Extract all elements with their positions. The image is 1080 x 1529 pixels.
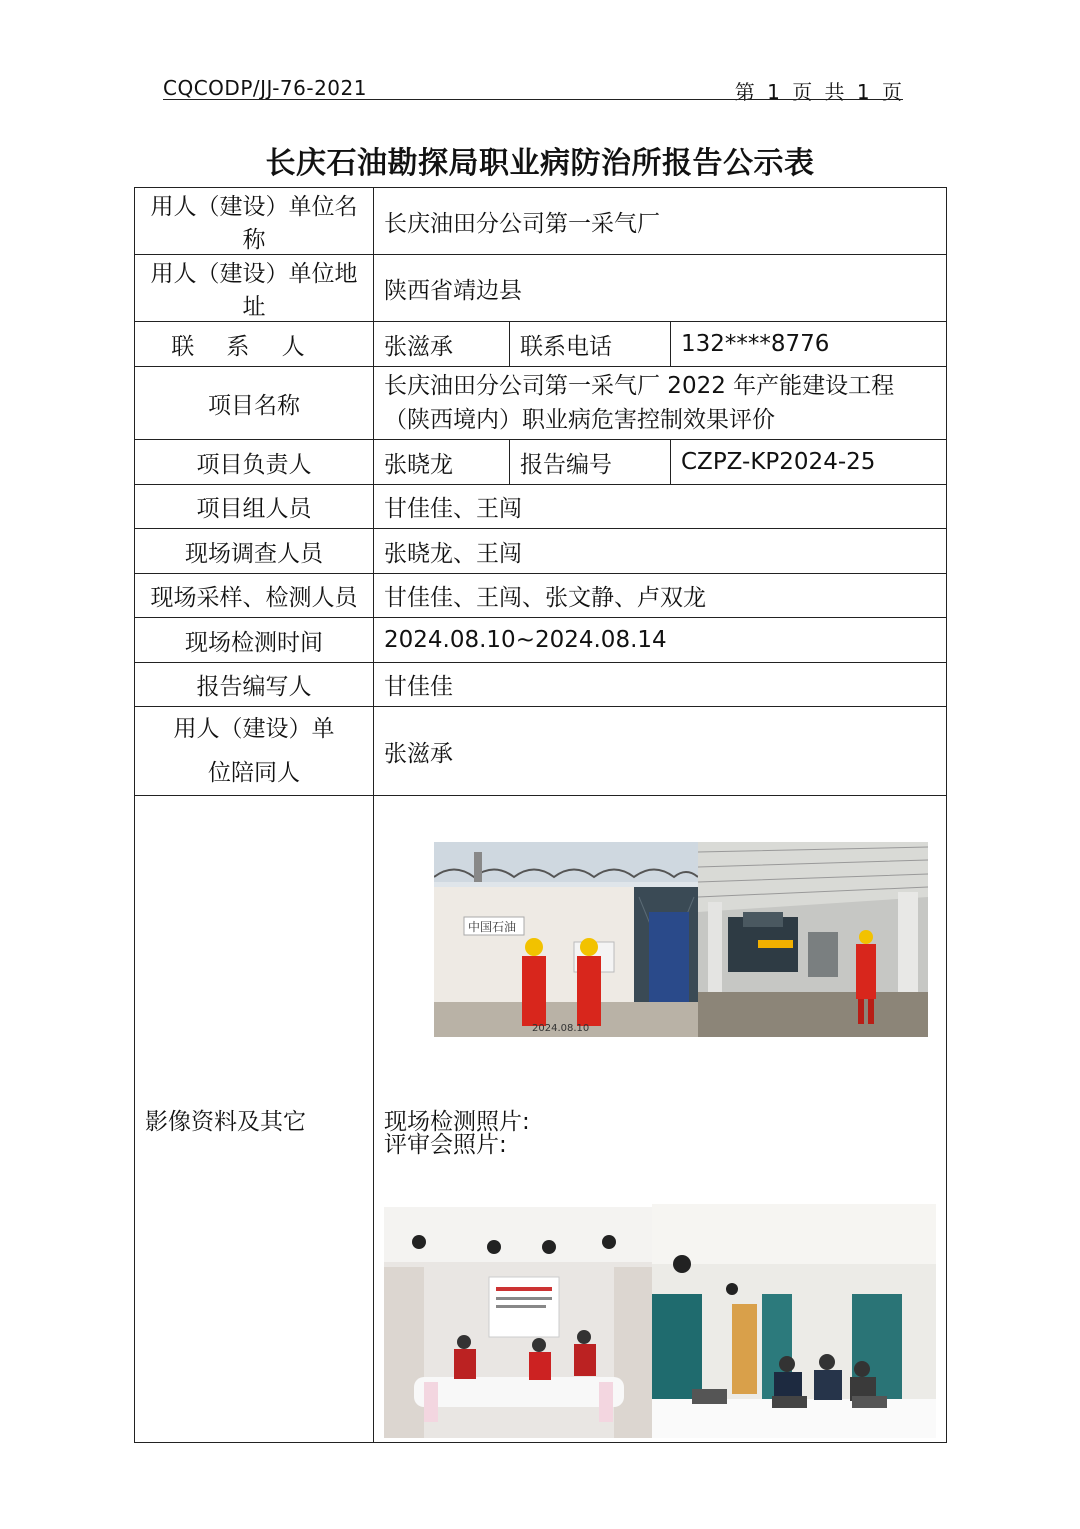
escort-label: 用人（建设）单位陪同人 bbox=[135, 707, 374, 796]
field-photo-gate bbox=[434, 842, 698, 1037]
header-rule bbox=[163, 99, 903, 100]
project-name-value: 长庆油田分公司第一采气厂 2022 年产能建设工程（陕西境内）职业病危害控制效果评价 bbox=[374, 367, 947, 440]
phone-value: 132****8776 bbox=[671, 322, 947, 367]
unit-address-value: 陕西省靖边县 bbox=[374, 255, 947, 322]
row-writer bbox=[135, 663, 947, 707]
unit-name-label: 用人（建设）单位名称 bbox=[135, 188, 374, 255]
row-survey bbox=[135, 529, 947, 574]
team-value: 甘佳佳、王闯 bbox=[374, 485, 947, 529]
team-label: 项目组人员 bbox=[135, 485, 374, 529]
contact-label: 联系人 bbox=[135, 322, 374, 367]
row-media bbox=[135, 796, 947, 1443]
test-time-label: 现场检测时间 bbox=[135, 618, 374, 663]
project-lead-value: 张晓龙 bbox=[374, 440, 510, 485]
review-photo-meeting bbox=[384, 1207, 652, 1438]
test-time-value: 2024.08.10~2024.08.14 bbox=[374, 618, 947, 663]
survey-value: 张晓龙、王闯 bbox=[374, 529, 947, 574]
survey-label: 现场调查人员 bbox=[135, 529, 374, 574]
report-table bbox=[134, 187, 947, 1443]
field-photos-label: 现场检测照片: bbox=[384, 1108, 530, 1135]
document-code: CQCODP/JJ-76-2021 bbox=[163, 76, 367, 100]
unit-address-label: 用人（建设）单位地址 bbox=[135, 255, 374, 322]
report-no-value: CZPZ-KP2024-25 bbox=[671, 440, 947, 485]
writer-value: 甘佳佳 bbox=[374, 663, 947, 707]
unit-name-value: 长庆油田分公司第一采气厂 bbox=[374, 188, 947, 255]
field-photo-plant bbox=[698, 842, 928, 1037]
writer-label: 报告编写人 bbox=[135, 663, 374, 707]
sampling-value: 甘佳佳、王闯、张文静、卢双龙 bbox=[374, 574, 947, 618]
row-unit-address bbox=[135, 255, 947, 322]
row-unit-name bbox=[135, 188, 947, 255]
report-no-label: 报告编号 bbox=[510, 440, 671, 485]
photo-date-stamp: 2024.08.10 bbox=[532, 1023, 590, 1034]
review-photo-laptops bbox=[652, 1204, 936, 1438]
row-contact bbox=[135, 322, 947, 367]
contact-value: 张滋承 bbox=[374, 322, 510, 367]
row-project-lead bbox=[135, 440, 947, 485]
phone-label: 联系电话 bbox=[510, 322, 671, 367]
row-sampling bbox=[135, 574, 947, 618]
row-escort bbox=[135, 707, 947, 796]
media-label: 影像资料及其它 bbox=[135, 796, 374, 1443]
media-cell bbox=[374, 796, 947, 1443]
row-project-name bbox=[135, 367, 947, 440]
sampling-label: 现场采样、检测人员 bbox=[135, 574, 374, 618]
row-test-time bbox=[135, 618, 947, 663]
row-team bbox=[135, 485, 947, 529]
svg-text:中国石油: 中国石油 bbox=[468, 920, 517, 934]
project-lead-label: 项目负责人 bbox=[135, 440, 374, 485]
project-name-label: 项目名称 bbox=[135, 367, 374, 440]
page-title: 长庆石油勘探局职业病防治所报告公示表 bbox=[265, 146, 815, 181]
page-info: 第 1 页 共 1 页 bbox=[734, 80, 902, 104]
review-photos-label: 评审会照片: bbox=[384, 1132, 507, 1158]
escort-value: 张滋承 bbox=[374, 707, 947, 796]
